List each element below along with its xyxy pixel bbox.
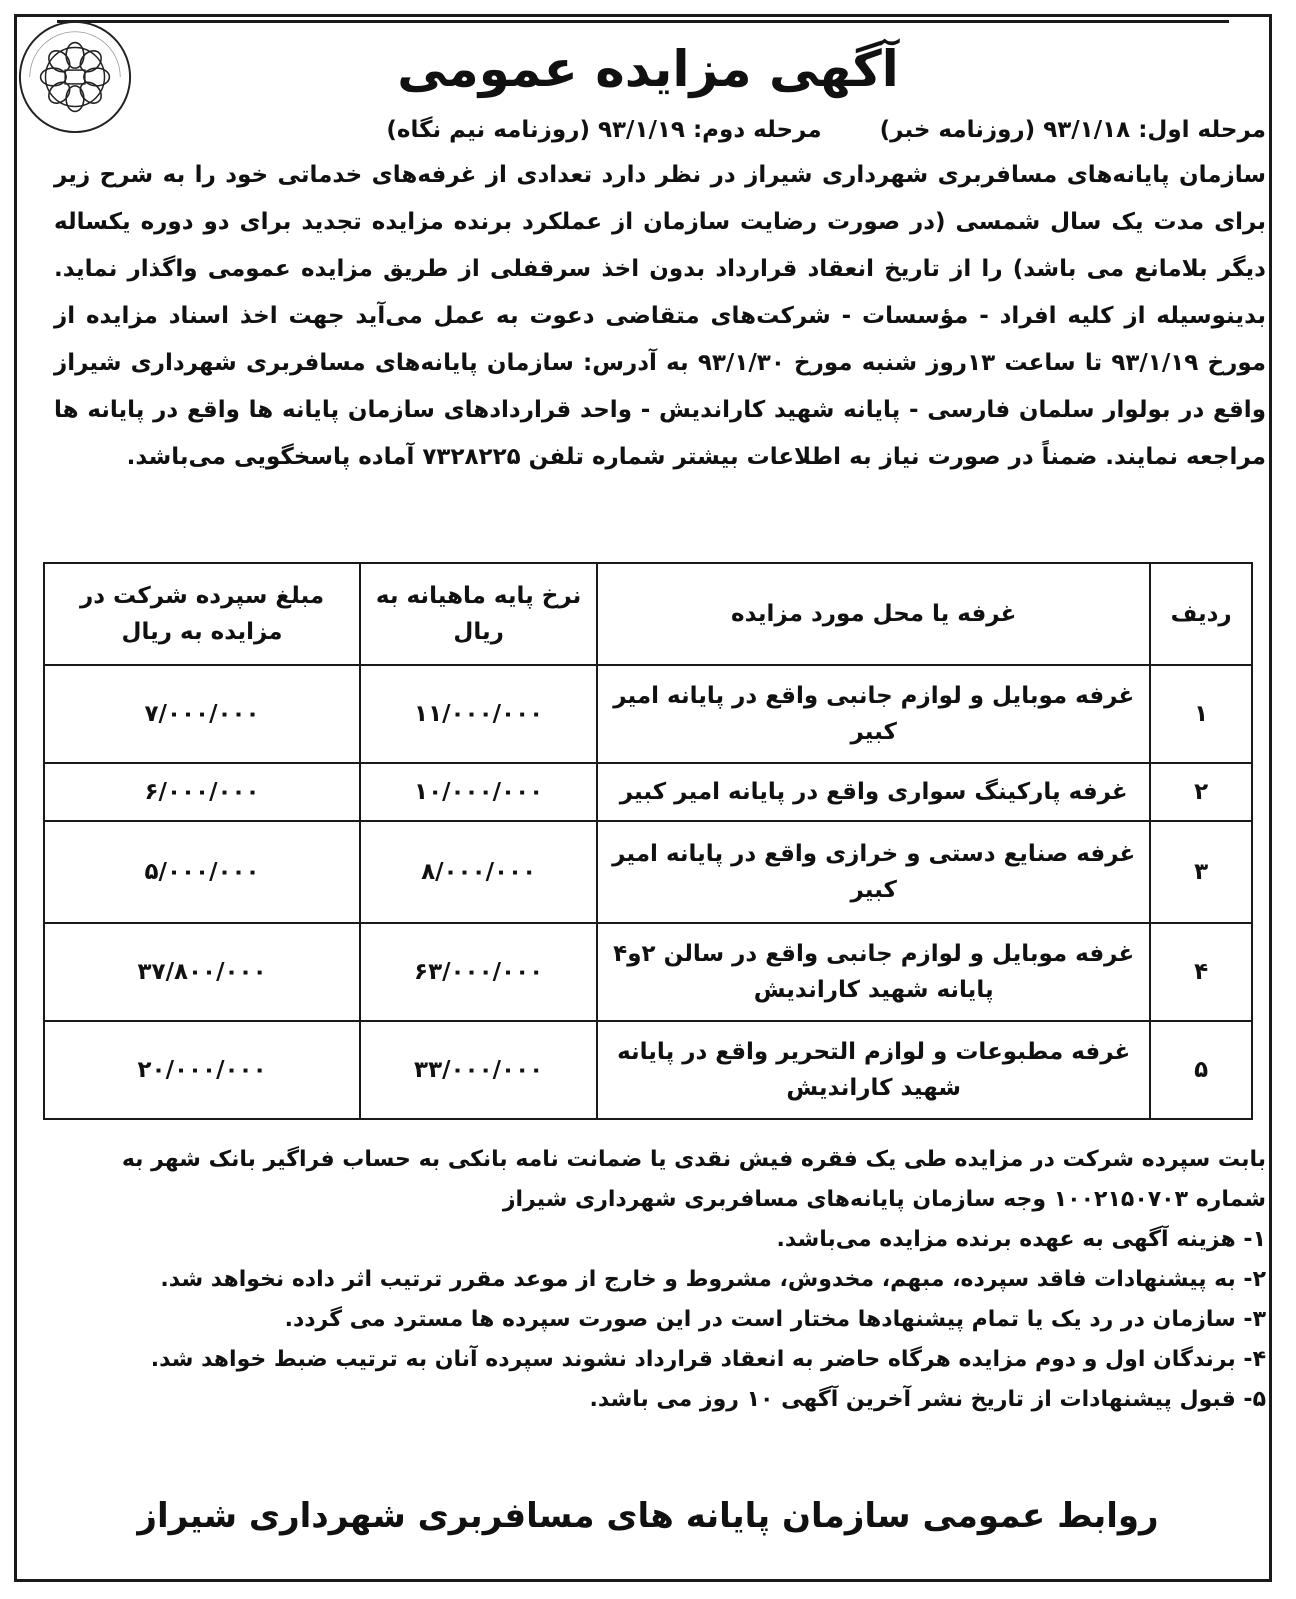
public-relations-signature: روابط عمومی سازمان پایانه های مسافربری شهرداری شیراز (137, 1496, 1159, 1536)
intro-paragraph: سازمان پایانه‌های مسافربری شهرداری شیراز در نظر دارد تعدادی از غرفه‌های خدماتی خود را به شرح زیر برای مدت یک سال شمسی (در صورت رضایت سازمان از عملکرد برنده مزایده تجدید برای دو دوره یکساله دیگر بلامانع می باشد) را از تاریخ انعقاد قرارداد بدون اخذ سرقفلی از طریق مزایده عمومی واگذار نماید. بدینوسیله از کلیه افراد - مؤسسات - شرکت‌های متقاضی دعوت به عمل می‌آید جهت اخذ اسناد مزایده از مورخ ۹۳/۱/۱۹ تا ساعت ۱۳روز شنبه مورخ ۹۳/۱/۳۰ به آدرس: سازمان پایانه‌های مسافربری شهرداری شیراز واقع در بولوار سلمان فارسی - پایانه شهید کاراندیش - واحد قراردادهای سازمان پایانه ها واقع در پایانه ها مراجعه نمایند. ضمناً در صورت نیاز به اطلاعات بیشتر شماره تلفن ۷۳۲۸۲۲۵ آماده پاسخگویی می‌باشد. (54, 162, 1267, 470)
cell-monthly-rate: ۱۱/۰۰۰/۰۰۰ (360, 665, 597, 763)
municipality-seal-icon (16, 18, 134, 136)
cell-row-number: ۵ (1150, 1021, 1252, 1119)
header-booth-name: غرفه یا محل مورد مزایده (597, 563, 1150, 665)
cell-deposit: ۵/۰۰۰/۰۰۰ (44, 821, 360, 923)
term-item: ۲- به پیشنهادات فاقد سپرده، مبهم، مخدوش، مشروط و خارج از موعد مقرر ترتیب اثر داده نخواهد شد. (160, 1267, 1266, 1292)
cell-monthly-rate: ۶۳/۰۰۰/۰۰۰ (360, 923, 597, 1021)
stage-first: مرحله اول: ۹۳/۱/۱۸ (روزنامه خبر) (879, 117, 1266, 143)
cell-booth-name: غرفه مطبوعات و لوازم التحریر واقع در پایانه شهید کاراندیش (597, 1021, 1150, 1119)
cell-monthly-rate: ۸/۰۰۰/۰۰۰ (360, 821, 597, 923)
cell-deposit: ۷/۰۰۰/۰۰۰ (44, 665, 360, 763)
notice-title: آگهی مزایده عمومی (397, 40, 899, 98)
header-deposit: مبلغ سپرده شرکت در مزایده به ریال (44, 563, 360, 665)
top-rule (57, 20, 1229, 23)
table-row (44, 923, 1252, 1021)
cell-row-number: ۳ (1150, 821, 1252, 923)
term-item: ۳- سازمان در رد یک یا تمام پیشنهادها مختار است در این صورت سپرده ها مسترد می گردد. (284, 1307, 1266, 1332)
cell-deposit: ۲۰/۰۰۰/۰۰۰ (44, 1021, 360, 1119)
table-row (44, 1021, 1252, 1119)
cell-deposit: ۳۷/۸۰۰/۰۰۰ (44, 923, 360, 1021)
cell-row-number: ۱ (1150, 665, 1252, 763)
publication-stages (346, 112, 1266, 148)
header-row-number: ردیف (1150, 563, 1252, 665)
term-item: ۴- برندگان اول و دوم مزایده هرگاه حاضر به انعقاد قرارداد نشوند سپرده آنان به ترتیب ضبط خواهد شد. (150, 1347, 1266, 1372)
table-row (44, 763, 1252, 821)
cell-deposit: ۶/۰۰۰/۰۰۰ (44, 763, 360, 821)
stage-second: مرحله دوم: ۹۳/۱/۱۹ (روزنامه نیم نگاه) (386, 117, 822, 143)
term-item: ۱- هزینه آگهی به عهده برنده مزایده می‌باشد. (776, 1227, 1266, 1252)
cell-booth-name: غرفه صنایع دستی و خرازی واقع در پایانه امیر کبیر (597, 821, 1150, 923)
table-row (44, 665, 1252, 763)
table-row (44, 821, 1252, 923)
cell-monthly-rate: ۱۰/۰۰۰/۰۰۰ (360, 763, 597, 821)
cell-booth-name: غرفه موبایل و لوازم جانبی واقع در سالن ۲و۴ پایانه شهید کاراندیش (597, 923, 1150, 1021)
table-header-row (44, 563, 1252, 665)
cell-row-number: ۲ (1150, 763, 1252, 821)
cell-row-number: ۴ (1150, 923, 1252, 1021)
cell-monthly-rate: ۳۳/۰۰۰/۰۰۰ (360, 1021, 597, 1119)
terms-section (54, 1140, 1266, 1420)
header-monthly-rate: نرخ پایه ماهیانه به ریال (360, 563, 597, 665)
cell-booth-name: غرفه موبایل و لوازم جانبی واقع در پایانه امیر کبیر (597, 665, 1150, 763)
auction-lots-table (43, 562, 1253, 1120)
term-item: ۵- قبول پیشنهادات از تاریخ نشر آخرین آگهی ۱۰ روز می باشد. (589, 1387, 1266, 1412)
deposit-instructions: بابت سپرده شرکت در مزایده طی یک فقره فیش نقدی یا ضمانت نامه بانکی به حساب فراگیر بانک شهر به شماره ۱۰۰۲۱۵۰۷۰۳ وجه سازمان پایانه‌های مسافربری شهرداری شیراز (121, 1147, 1266, 1212)
cell-booth-name: غرفه پارکینگ سواری واقع در پایانه امیر کبیر (597, 763, 1150, 821)
